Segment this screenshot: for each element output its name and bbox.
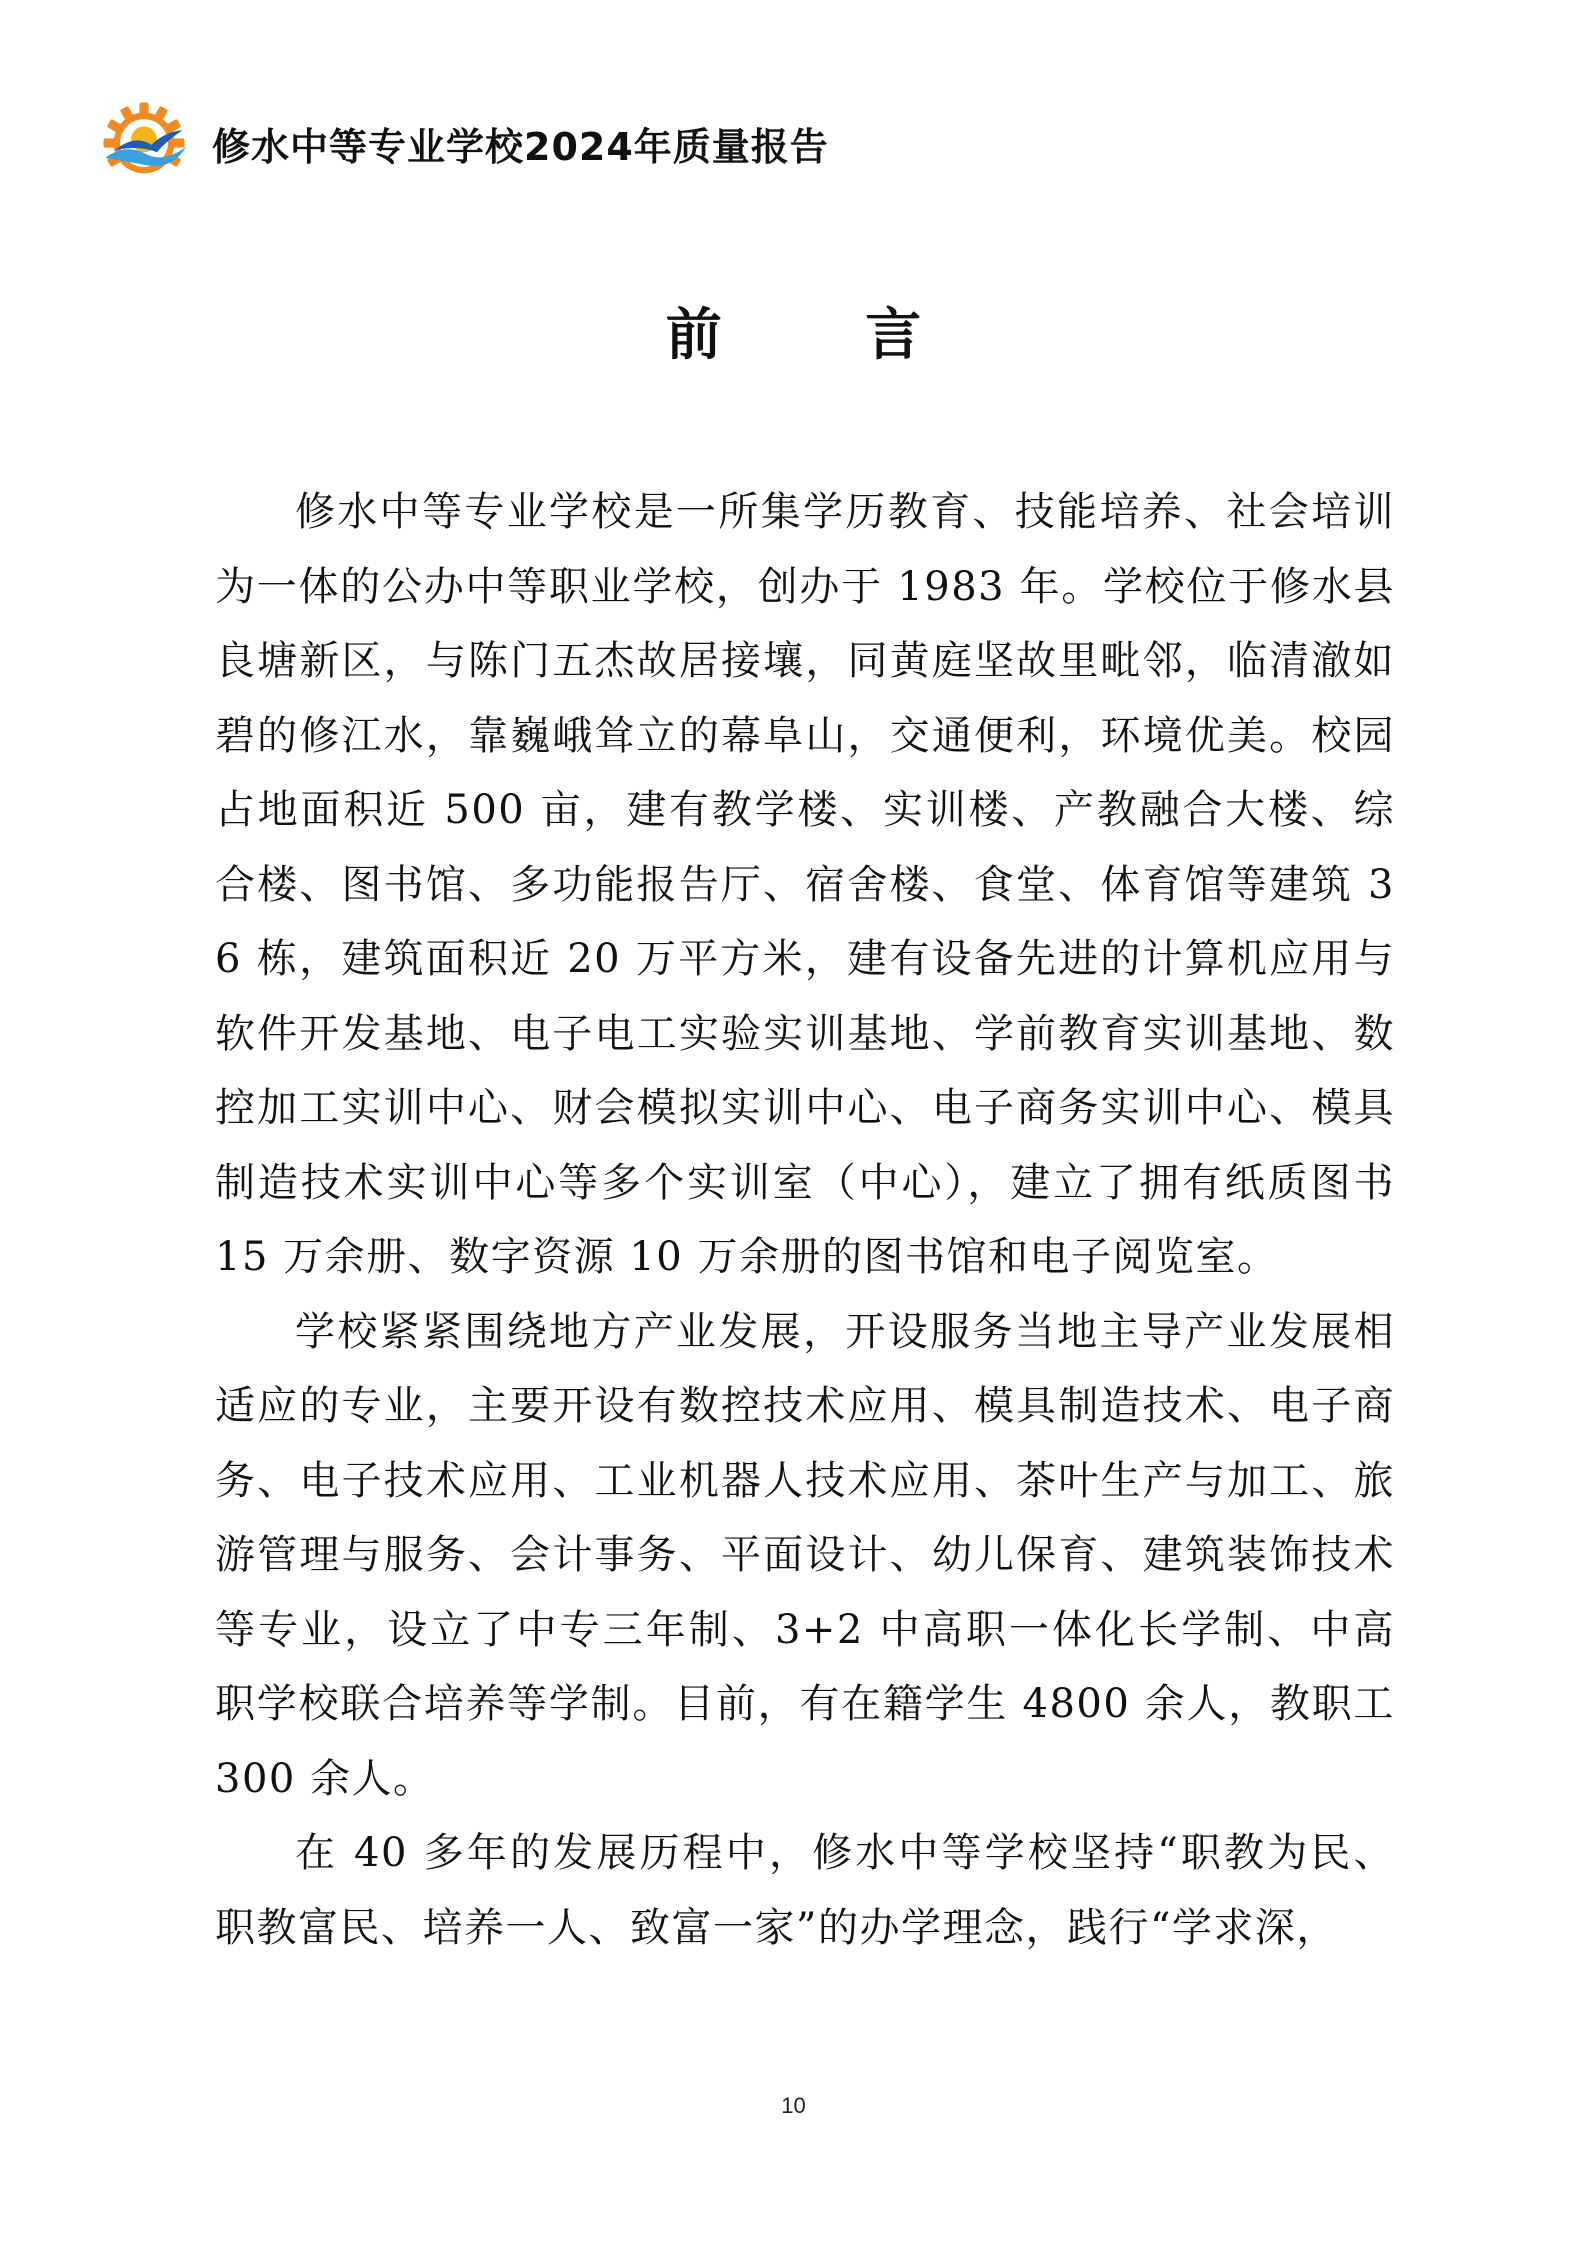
page-title: 前 言 [665, 303, 984, 368]
paragraph-history: 在 40 多年的发展历程中，修水中等学校坚持“职教为民、职教富民、培养一人、致富一家”的办学理念，践行“学求深， [215, 1830, 1395, 1951]
school-logo-icon [98, 97, 190, 189]
paragraph-majors: 学校紧紧围绕地方产业发展，开设服务当地主导产业发展相适应的专业，主要开设有数控技术应用、模具制造技术、电子商务、电子技术应用、工业机器人技术应用、茶叶生产与加工、旅游管理与服务、会计事务、平面设计、幼儿保育、建筑装饰技术等专业，设立了中专三年制、3+2 中高职一体化长学制、中高职学校联合培养等学制。目前，有在籍学生 4800 余人，教职工 300 余人。 [215, 1308, 1395, 1802]
report-header-title: 修水中等专业学校2024年质量报告 [212, 124, 829, 169]
paragraph-school-overview: 修水中等专业学校是一所集学历教育、技能培养、社会培训为一体的公办中等职业学校，创办于 1983 年。学校位于修水县良塘新区，与陈门五杰故居接壤，同黄庭坚故里毗邻，临清澈如碧的修江水，靠巍峨耸立的幕阜山，交通便利，环境优美。校园占地面积近 500 亩，建有教学楼、实训楼、产教融合大楼、综合楼、图书馆、多功能报告厅、宿舍楼、食堂、体育馆等建筑 36 栋，建筑面积近 20 万平方米，建有设备先进的计算机应用与软件开发基地、电子电工实验实训基地、学前教育实训基地、数控加工实训中心、财会模拟实训中心、电子商务实训中心、模具制造技术实训中心等多个实训室（中心），建立了拥有纸质图书 15 万余册、数字资源 10 万余册的图书馆和电子阅览室。 [215, 489, 1395, 1280]
document-body [215, 475, 1395, 1965]
page-header [98, 98, 829, 188]
page-number: 10 [781, 2093, 806, 2118]
